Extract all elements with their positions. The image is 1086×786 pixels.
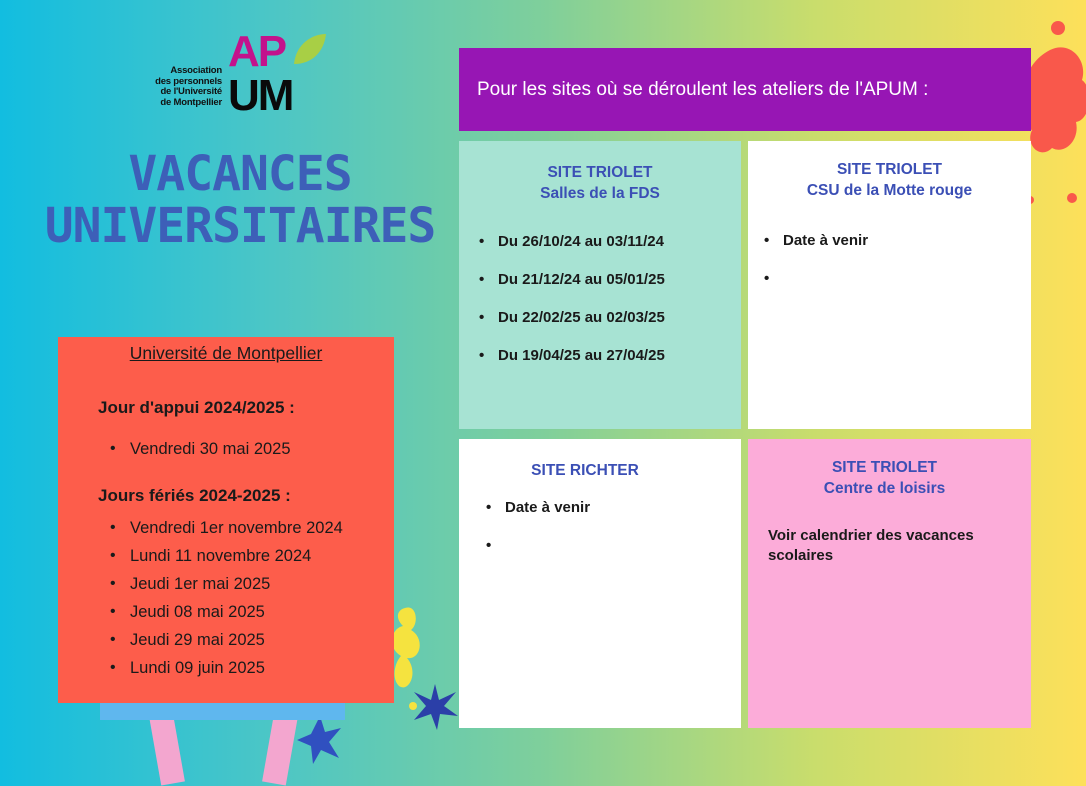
logo-um: UM <box>228 71 293 120</box>
list-item: • Jeudi 08 mai 2025 <box>110 598 343 626</box>
card-note-line: scolaires <box>768 547 834 564</box>
card-title-line: SITE TRIOLET <box>836 161 943 178</box>
holidays-list <box>110 514 343 682</box>
title-line: VACANCES <box>128 146 352 202</box>
leaf-icon <box>290 30 330 70</box>
site-card-triolet-csu <box>748 141 1031 429</box>
card-title-line: SITE TRIOLET <box>547 164 653 181</box>
support-day-heading: Jour d'appui 2024/2025 : <box>98 398 295 417</box>
logo-association-text <box>140 66 222 108</box>
list-item: • Du 26/10/24 au 03/11/24 <box>479 233 665 271</box>
card-title-line: SITE RICHTER <box>531 462 639 479</box>
card-note <box>768 526 974 566</box>
easel-leg <box>149 712 185 785</box>
list-item: • Date à venir <box>764 232 868 270</box>
site-card-richter <box>459 439 741 728</box>
page-title <box>30 148 450 252</box>
list-item: • Date à venir <box>486 499 590 537</box>
card-title <box>738 457 1031 499</box>
card-title <box>429 460 741 481</box>
list-item: • Du 22/02/25 au 02/03/25 <box>479 309 665 347</box>
list-item: • Vendredi 1er novembre 2024 <box>110 514 343 542</box>
dates-list <box>479 233 665 385</box>
easel-leg <box>262 712 298 785</box>
list-item: • Jeudi 29 mai 2025 <box>110 626 343 654</box>
dates-list <box>764 232 868 308</box>
site-card-triolet-loisirs <box>748 439 1031 728</box>
title-line: UNIVERSITAIRES <box>44 198 436 254</box>
sites-banner: Pour les sites où se déroulent les ateliers de l'APUM : <box>459 48 1031 131</box>
list-item: • Vendredi 30 mai 2025 <box>110 440 291 459</box>
card-title-line: CSU de la Motte rouge <box>806 182 973 199</box>
splash-blue-bottom <box>295 712 345 768</box>
card-title <box>459 162 741 204</box>
list-item <box>486 537 590 575</box>
list-item: • Lundi 09 juin 2025 <box>110 654 343 682</box>
star-splash-navy <box>410 682 460 732</box>
list-item: • Lundi 11 novembre 2024 <box>110 542 343 570</box>
university-name: Université de Montpellier <box>129 343 323 363</box>
support-day-list <box>110 440 291 459</box>
logo-line: des personnels <box>155 75 222 87</box>
easel-bar <box>100 700 345 720</box>
site-card-triolet-fds <box>459 141 741 429</box>
card-title <box>748 159 1031 201</box>
list-item: • Du 19/04/25 au 27/04/25 <box>479 347 665 385</box>
dates-list <box>486 499 590 575</box>
logo-line: Association <box>170 65 222 76</box>
card-title-line: Salles de la FDS <box>540 185 660 202</box>
logo-ap: AP <box>228 27 286 76</box>
logo-line: de l'Université <box>160 86 222 97</box>
logo-line: de Montpellier <box>160 96 222 108</box>
university-panel <box>58 337 394 703</box>
list-item <box>764 270 868 308</box>
list-item: • Du 21/12/24 au 05/01/25 <box>479 271 665 309</box>
holidays-heading: Jours fériés 2024-2025 : <box>98 486 291 505</box>
card-title-line: Centre de loisirs <box>823 480 946 497</box>
card-title-line: SITE TRIOLET <box>831 459 938 476</box>
list-item: • Jeudi 1er mai 2025 <box>110 570 343 598</box>
card-note-line: Voir calendrier des vacances <box>768 527 974 544</box>
